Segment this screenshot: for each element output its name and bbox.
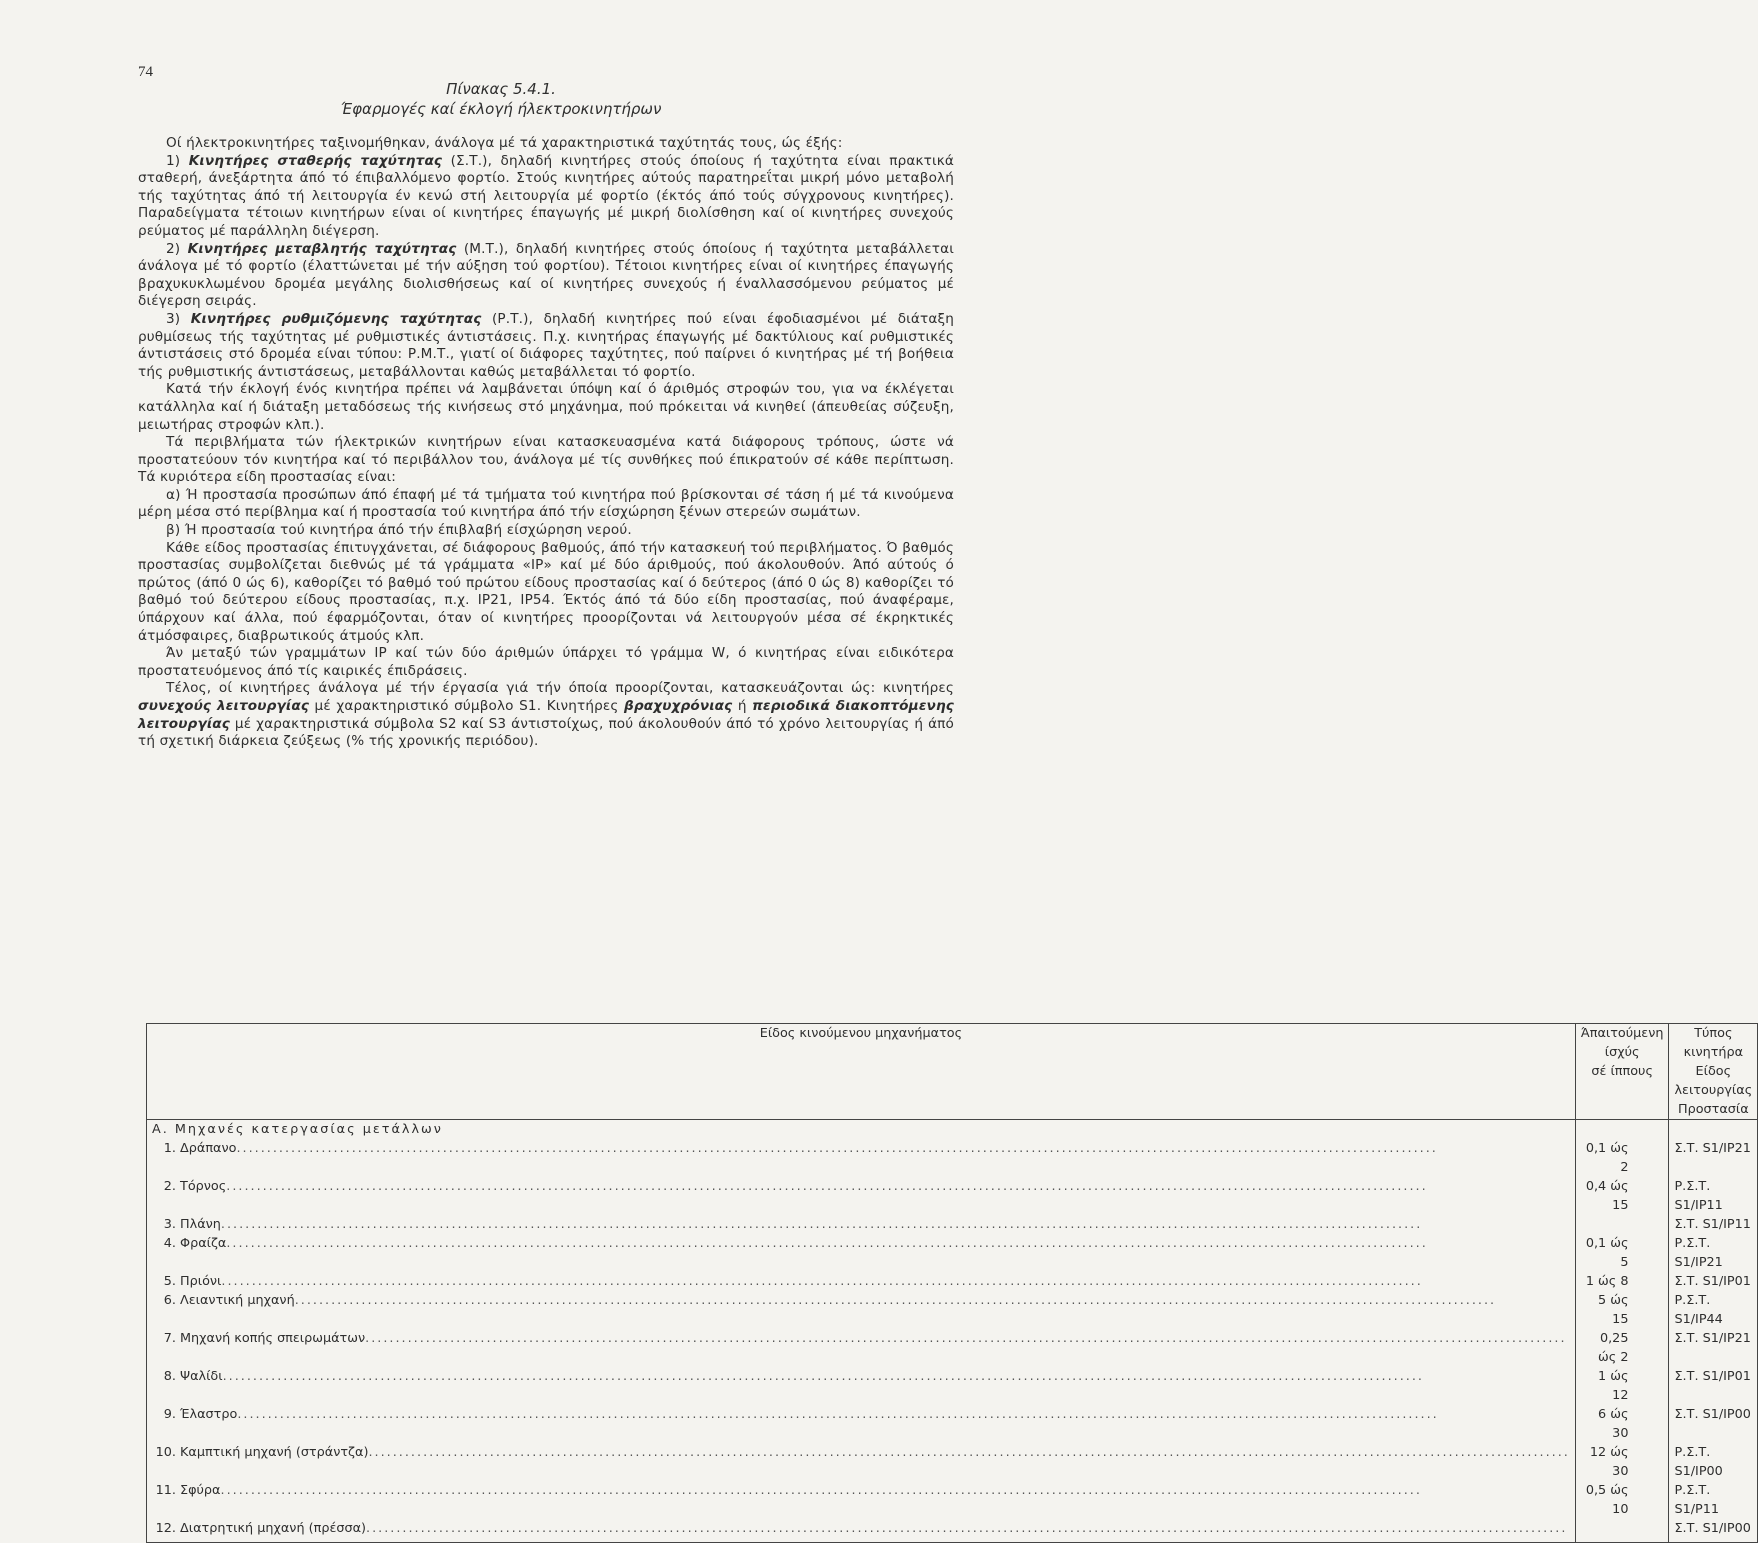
table-row	[147, 1443, 1758, 1481]
table-row	[147, 1234, 1758, 1272]
paragraph: Τέλος, οί κινητήρες άνάλογα μέ τήν έργασία γιά τήν όποία προορίζονται, κατασκευάζονται ώς: κινητήρες συνεχούς λειτουργίας μέ χαρακτηριστικό σύμβολο S1. Κινητήρες βραχυχρόνιας ή περιοδικά διακοπτόμενης λειτουργίας μέ χαρακτηριστικά σύμβολα S2 καί S3 άντιστοίχως, πού άκολουθούν άπό τό χρόνο λειτουργίας ή άπό τή σχετική διάρκεια ζεύξεως (% τής χρονικής περιόδου).	[138, 680, 954, 750]
dot-leader	[236, 1139, 1569, 1158]
machine-name: Έλαστρο	[180, 1407, 238, 1422]
paragraph: 3) Κινητήρες ρυθμιζόμενης ταχύτητας (Ρ.Τ.), δηλαδή κινητήρες πού είναι έφοδιασμένοι μέ διάταξη ρυθμίσεως τής ταχύτητας μέ ρυθμιστικές άντιστάσεις. Π.χ. κινητήρας έπαγωγής μέ δακτύλιους καί ρυθμιστικές άντιστάσεις στό δρομέα είναι τύπου: Ρ.Μ.Τ., γιατί οί διάφορες ταχύτητες, πού παίρνει ό κινητήρας μέ τή βοήθεια τής ρυθμιστικής άντιστάσεως, μεταβάλλονται καθώς μεταβάλλεται τό φορτίο.	[138, 310, 954, 380]
dot-leader	[368, 1443, 1569, 1462]
table-row	[147, 1177, 1758, 1215]
motor-type-cell: Σ.Τ. S1/IP11	[1669, 1215, 1758, 1234]
paragraph: Κατά τήν έκλογή ένός κινητήρα πρέπει νά λαμβάνεται ύπόψη καί ό άριθμός στροφών του, για να έκλέγεται κατάλληλα καί ή διάταξη μεταδόσεως τής κινήσεως στό μηχάνημα, πού πρόκειται νά κινηθεί (άπευθείας σύζευξη, μειωτήρας στροφών κλπ.).	[138, 381, 954, 433]
machine-cell: 2. Τόρνος .....	[147, 1177, 1576, 1215]
machine-cell: 7. Μηχανή κοπής σπειρωμάτων .....	[147, 1329, 1576, 1367]
table-row	[147, 1291, 1758, 1329]
paragraph: Κάθε είδος προστασίας έπιτυγχάνεται, σέ διάφορους βαθμούς, άπό τήν κατασκευή τού περιβλήματος. Ό βαθμός προστασίας συμβολίζεται διεθνώς μέ τά γράμματα «ΙΡ» καί μέ δύο άριθμούς, πού άκολουθούν. Άπό αύτούς ό πρώτος (άπό 0 ώς 6), καθορίζει τό βαθμό τού πρώτου είδους προστασίας καί ό δεύτερος (άπό 0 ώς 8) καθορίζει τό βαθμό τού δεύτερου είδους προστασίας, π.χ. ΙΡ21, ΙΡ54. Έκτός άπό τά δύο είδη προστασίας, πού άναφέραμε, ύπάρχουν καί άλλα, πού έφαρμόζονται, όταν οί κινητήρες προορίζονται νά λειτουργούν μέσα σέ έκρηκτικές άτμόσφαιρες, διαβρωτικούς άτμούς κλπ.	[138, 539, 954, 644]
machine-cell: 4. Φραίζα .....	[147, 1234, 1576, 1272]
machine-name: Δράπανο	[180, 1141, 237, 1156]
machine-name: Σφύρα	[180, 1483, 221, 1498]
paragraph: Τά περιβλήματα τών ήλεκτρικών κινητήρων είναι κατασκευασμένα κατά διάφορους τρόπους, ώστε νά προστατεύουν τόν κινητήρα καί τό περιβάλλον του, άνάλογα μέ τίς συνθήκες πού έπικρατούν σέ κάθε περίπτωση. Τά κυριότερα είδη προστασίας είναι:	[138, 434, 954, 486]
motor-type-cell: Ρ.Σ.Τ. S1/IP11	[1669, 1177, 1758, 1215]
motor-type-cell: Σ.Τ. S1/IP00	[1669, 1519, 1758, 1543]
table-row	[147, 1519, 1758, 1543]
motor-type-cell: Σ.Τ. S1/IP01	[1669, 1367, 1758, 1405]
dot-leader	[221, 1481, 1570, 1500]
machine-name: Μηχανή κοπής σπειρωμάτων	[180, 1331, 366, 1346]
motor-type-cell: Ρ.Σ.Τ. S1/IP44	[1669, 1291, 1758, 1329]
machine-cell: 5. Πριόνι .....	[147, 1272, 1576, 1291]
term-variable-speed: Κινητήρες μεταβλητής ταχύτητας	[187, 240, 457, 257]
power-cell: 12 ώς 30	[1575, 1443, 1669, 1481]
power-cell: 1 ώς 8	[1575, 1272, 1669, 1291]
power-cell: 0,5 ώς 10	[1575, 1481, 1669, 1519]
term-intermittent-duty: περιοδικά διακοπτόμενης λειτουργίας	[138, 698, 954, 732]
motor-type-cell: Ρ.Σ.Τ. S1/IP21	[1669, 1234, 1758, 1272]
dot-leader	[223, 1367, 1570, 1386]
machine-name: Ψαλίδι	[180, 1369, 223, 1384]
dot-leader	[226, 1234, 1570, 1253]
power-cell	[1575, 1215, 1669, 1234]
power-cell	[1575, 1519, 1669, 1543]
term-continuous-duty: συνεχούς λειτουργίας	[138, 698, 310, 714]
motor-type-cell: Σ.Τ. S1/IP21	[1669, 1139, 1758, 1177]
term-adjustable-speed: Κινητήρες ρυθμιζόμενης ταχύτητας	[190, 310, 482, 327]
paragraph: 1) Κινητήρες σταθερής ταχύτητας (Σ.Τ.), δηλαδή κινητήρες στούς όποίους ή ταχύτητα είναι πρακτικά σταθερή, άνεξάρτητα άπό τό έπιβαλλόμενο φορτίο. Στούς κινητήρες αύτούς παρατηρεΐται μικρή μόνο μεταβολή τής ταχύτητας άπό τή λειτουργία έν κενώ στή λειτουργία μέ φορτίο (έκτός άπό τούς σύγχρονους κινητήρες). Παραδείγματα τέτοιων κινητήρων είναι οί κινητήρες έπαγωγής μέ μικρή διολίσθηση καί οί κινητήρες συνεχούς ρεύματος μέ παράλληλη διέγερση.	[138, 152, 954, 239]
page-number: 74	[138, 64, 153, 80]
header-power: Άπαιτούμενη ίσχύς σέ ίππους	[1575, 1024, 1669, 1120]
paragraph: α) Ή προστασία προσώπων άπό έπαφή μέ τά τμήματα τού κινητήρα πού βρίσκονται σέ τάση ή μέ τά κινούμενα μέρη μέσα στό περίβλημα καί ή προστασία τού κινητήρα άπό τήν είσχώρηση ξένων στερεών σωμάτων.	[138, 486, 954, 521]
motor-type-cell: Ρ.Σ.Τ. S1/P11	[1669, 1481, 1758, 1519]
power-cell: 0,25 ώς 2	[1575, 1329, 1669, 1367]
power-cell: 0,1 ώς 5	[1575, 1234, 1669, 1272]
power-cell: 1 ώς 12	[1575, 1367, 1669, 1405]
dot-leader	[226, 1177, 1570, 1196]
table-section-row	[147, 1120, 1758, 1140]
table-row	[147, 1272, 1758, 1291]
table-caption: Πίνακας 5.4.1.	[446, 80, 556, 98]
table-header	[147, 1024, 1758, 1120]
table-row	[147, 1139, 1758, 1177]
dot-leader	[237, 1405, 1570, 1424]
power-cell: 5 ώς 15	[1575, 1291, 1669, 1329]
power-cell: 6 ώς 30	[1575, 1405, 1669, 1443]
machine-name: Λειαντική μηχανή	[180, 1293, 295, 1308]
motor-type-cell: Σ.Τ. S1/IP00	[1669, 1405, 1758, 1443]
machine-cell: 1. Δράπανο .....	[147, 1139, 1576, 1177]
machine-name: Πριόνι	[180, 1274, 222, 1289]
paragraph: Άν μεταξύ τών γραμμάτων ΙΡ καί τών δύο άριθμών ύπάρχει τό γράμμα W, ό κινητήρας είναι ειδικότερα προστατευόμενος άπό τίς καιρικές έπιδράσεις.	[138, 645, 954, 679]
paragraph: β) Ή προστασία τού κινητήρα άπό τήν έπιβλαβή είσχώρηση νερού.	[166, 522, 632, 539]
machine-name: Τόρνος	[180, 1179, 227, 1194]
machine-cell: 10. Καμπτική μηχανή (στράντζα) .....	[147, 1443, 1576, 1481]
machine-cell: 8. Ψαλίδι .....	[147, 1367, 1576, 1405]
term-short-duty: βραχυχρόνιας	[624, 698, 733, 714]
dot-leader	[221, 1272, 1569, 1291]
power-cell: 0,4 ώς 15	[1575, 1177, 1669, 1215]
table-row	[147, 1405, 1758, 1443]
motor-type-cell: Σ.Τ. S1/IP21	[1669, 1329, 1758, 1367]
machine-name: Φραίζα	[180, 1236, 227, 1251]
machine-name: Διατρητική μηχανή (πρέσσα)	[180, 1521, 367, 1536]
section-label: Α. Μηχανές κατεργασίας μετάλλων	[147, 1120, 1576, 1140]
machine-cell: 9. Έλαστρο .....	[147, 1405, 1576, 1443]
body-text	[138, 135, 954, 751]
machine-name: Καμπτική μηχανή (στράντζα)	[180, 1445, 369, 1460]
motor-type-cell: Ρ.Σ.Τ. S1/IP00	[1669, 1443, 1758, 1481]
table-row	[147, 1367, 1758, 1405]
machine-cell: 3. Πλάνη .....	[147, 1215, 1576, 1234]
paragraph: 2) Κινητήρες μεταβλητής ταχύτητας (Μ.Τ.), δηλαδή κινητήρες στούς όποίους ή ταχύτητα μεταβάλλεται άνάλογα μέ τό φορτίο (έλαττώνεται μέ τήν αύξηση τού φορτίου). Τέτοιοι κινητήρες είναι οί κινητήρες έπαγωγής βραχυκυκλωμένου δρομέα μεγάλης διολισθήσεως καί οί κινητήρες συνεχούς ή έναλλασσόμενου ρεύματος μέ διέγερση σειράς.	[138, 240, 954, 310]
machine-cell: 12. Διατρητική μηχανή (πρέσσα) .....	[147, 1519, 1576, 1543]
machine-cell: 6. Λειαντική μηχανή .....	[147, 1291, 1576, 1329]
term-constant-speed: Κινητήρες σταθερής ταχύτητας	[188, 152, 443, 169]
table-row	[147, 1215, 1758, 1234]
paragraph: Οί ήλεκτροκινητήρες ταξινομήθηκαν, άνάλογα μέ τά χαρακτηριστικά ταχύτητάς τους, ώς έξής:	[166, 135, 843, 151]
machine-name: Πλάνη	[180, 1217, 221, 1232]
header-motor-type: Τύπος κινητήρα Είδος λειτουργίας Προστασία	[1669, 1024, 1758, 1120]
dot-leader	[365, 1329, 1570, 1348]
dot-leader	[366, 1519, 1570, 1538]
table-row	[147, 1481, 1758, 1519]
header-machine-type: Είδος κινούμενου μηχανήματος	[147, 1024, 1576, 1120]
power-cell: 0,1 ώς 2	[1575, 1139, 1669, 1177]
motor-type-cell: Σ.Τ. S1/IP01	[1669, 1272, 1758, 1291]
dot-leader	[221, 1215, 1570, 1234]
section-title: Έφαρμογές καί έκλογή ήλεκτροκινητήρων	[340, 100, 662, 118]
table-row	[147, 1329, 1758, 1367]
dot-leader	[295, 1291, 1570, 1310]
motor-table	[146, 1023, 1758, 1543]
machine-cell: 11. Σφύρα .....	[147, 1481, 1576, 1519]
